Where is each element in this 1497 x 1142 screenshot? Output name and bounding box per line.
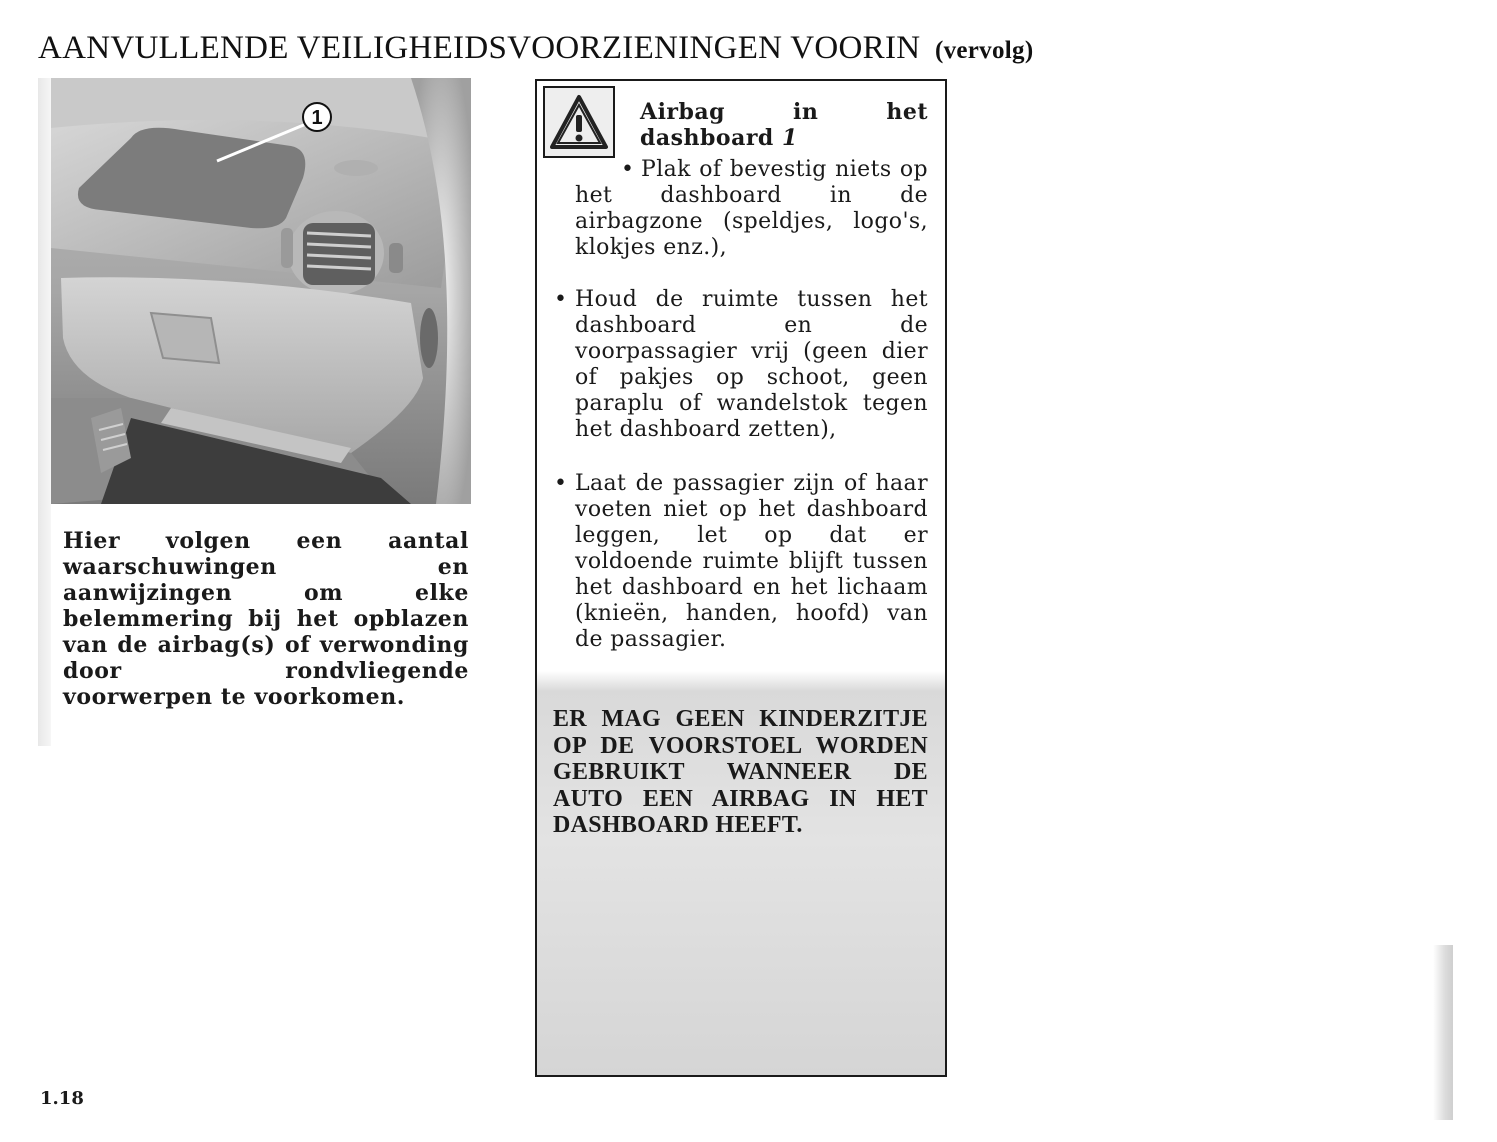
box-heading-ref: 1 xyxy=(781,125,798,151)
page-number: 1.18 xyxy=(40,1088,84,1109)
bullet-item-3 xyxy=(554,471,928,653)
bullet-dot: • xyxy=(621,157,635,182)
box-heading xyxy=(640,99,928,151)
warning-triangle-icon xyxy=(543,86,615,158)
callout-label: 1 xyxy=(311,107,323,129)
bullet-item-1 xyxy=(575,157,928,261)
bullet-text-2: Houd de ruimte tussen het dashboard en de voorpassagier vrij (geen dier of pakjes op schoot, geen paraplu of wandelstok tegen het dashboard zetten), xyxy=(575,287,928,442)
callout-marker xyxy=(303,103,331,131)
dashboard-airbag-photo xyxy=(51,78,471,504)
bullet-text-3: Laat de passagier zijn of haar voeten niet op het dashboard leggen, let op dat er voldoende ruimte blijft tussen het dashboard en het lichaam (knieën, handen, hoofd) van de passagier. xyxy=(575,471,928,652)
child-seat-warning: ER MAG GEEN KINDERZITJE OP DE VOORSTOEL WORDEN GEBRUIKT WANNEER DE AUTO EEN AIRBAG IN HET DASHBOARD HEEFT. xyxy=(553,706,928,838)
page-title-main: AANVULLENDE VEILIGHEIDSVOORZIENINGEN VOORIN xyxy=(38,30,921,66)
box-heading-text: Airbag in het dashboard xyxy=(640,99,928,151)
bullet-item-2 xyxy=(554,287,928,443)
bullet-dot: • xyxy=(554,471,568,496)
page-title-subtitle: (vervolg) xyxy=(934,37,1034,64)
bullet-dot: • xyxy=(554,287,568,312)
page-edge-shadow xyxy=(1433,945,1453,1120)
intro-paragraph: Hier volgen een aantal waarschuwingen en aanwijzingen om elke belemmering bij het opblazen van de airbag(s) of verwonding door rondvliegende voorwerpen te voorkomen. xyxy=(63,528,469,710)
bullet-text-1: Plak of bevestig niets op het dashboard in de airbagzone (speldjes, logo's, klokjes enz.), xyxy=(575,157,928,260)
page-title xyxy=(38,30,1033,67)
page-fold-shadow xyxy=(38,78,51,746)
